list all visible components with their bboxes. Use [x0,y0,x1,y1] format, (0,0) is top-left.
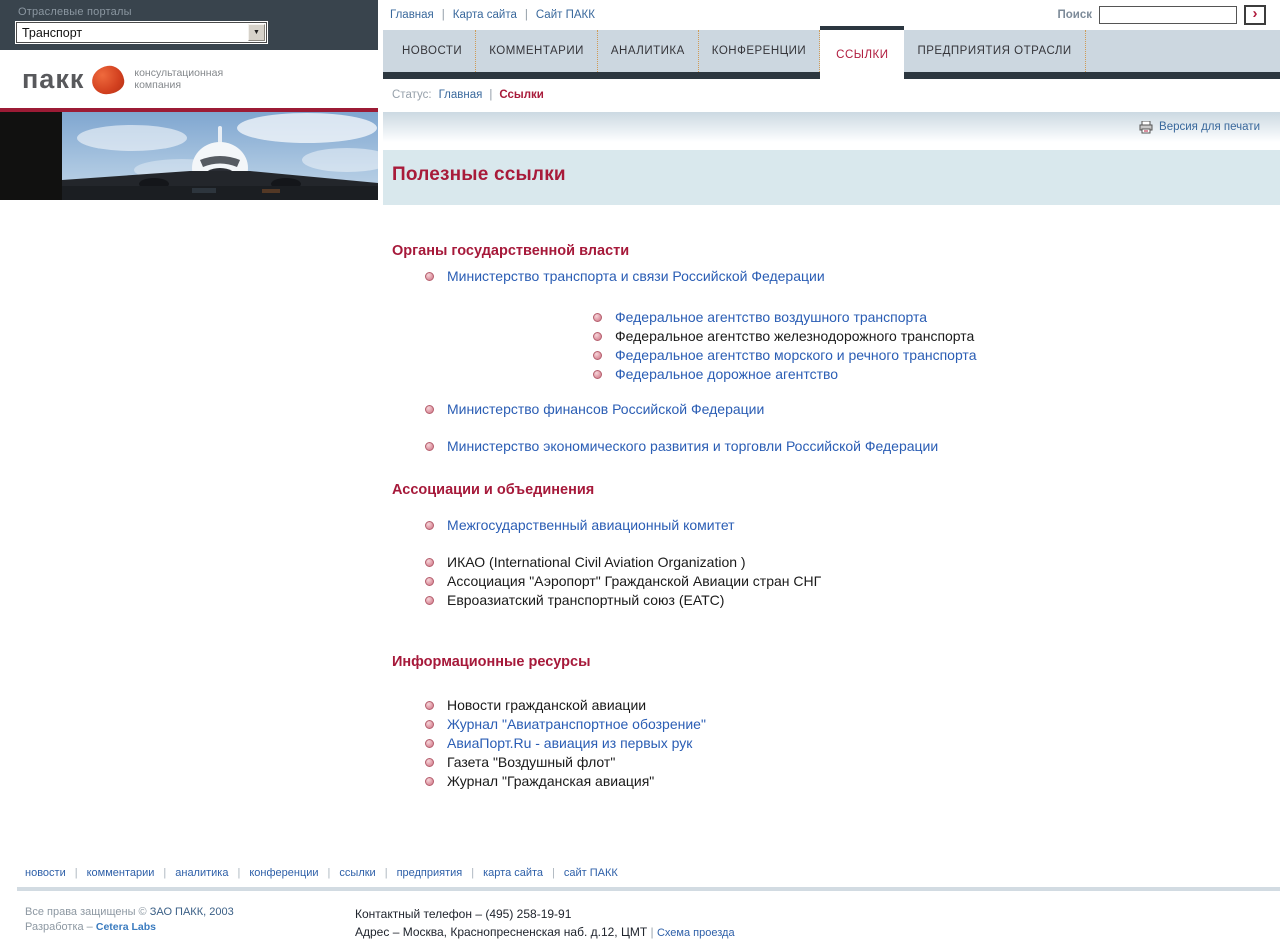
footer-copyright [25,905,355,942]
bullet-icon [593,313,602,322]
list-item [425,267,1280,286]
footer-link-separator: | [384,867,388,879]
dropdown-arrow-icon[interactable]: ▼ [248,24,265,41]
link-group [392,267,1280,286]
footer-link-separator: | [471,867,475,879]
bullet-icon [593,351,602,360]
bullet-icon [425,720,434,729]
logo-tagline: консультационная компания [134,67,224,91]
resource-text: ИКАО (International Civil Aviation Organization ) [447,554,746,570]
resource-link[interactable]: АвиаПорт.Ru - авиация из первых рук [447,735,693,751]
resource-text: Федеральное агентство железнодорожного транспорта [615,328,975,344]
bullet-icon [425,739,434,748]
section-1 [392,482,1280,610]
resource-text: Евроазиатский транспортный союз (ЕАТС) [447,592,725,608]
section-heading: Органы государственной власти [392,243,630,259]
list-item [593,346,1280,365]
bullet-icon [593,370,602,379]
footer-link-separator: | [163,867,167,879]
list-item [425,400,1280,419]
search-box [1057,5,1266,25]
link-group [392,516,1280,535]
list-item [425,715,1280,734]
resource-text: Новости гражданской авиации [447,697,647,713]
footer-link-analytics[interactable]: аналитика [175,867,229,879]
bullet-icon [593,332,602,341]
bullet-icon [425,405,434,414]
resource-text: Ассоциация "Аэропорт" Гражданской Авиации стран СНГ [447,573,822,589]
footer-link-conferences[interactable]: конференции [249,867,319,879]
footer-contacts [355,905,735,942]
title-band [383,150,1280,205]
resource-link[interactable]: Министерство финансов Российской Федерации [447,401,765,417]
tab-analytics[interactable]: АНАЛИТИКА [598,30,699,72]
bullet-icon [425,758,434,767]
list-item [593,308,1280,327]
top-link-separator: | [524,9,528,21]
link-group [392,553,1280,610]
list-item [593,327,1280,346]
rights-prefix: Все права защищены © [25,906,147,918]
top-link-home[interactable]: Главная [390,9,434,21]
industry-portal-box [0,0,378,50]
top-link-sitemap[interactable]: Карта сайта [452,9,517,21]
section-0 [392,243,1280,456]
search-go-icon[interactable]: › [1244,5,1266,25]
airplane-photo [62,112,378,200]
bullet-icon [425,701,434,710]
footer-link-sitemap[interactable]: карта сайта [483,867,544,879]
footer-link-news[interactable]: новости [25,867,66,879]
bullet-icon [425,272,434,281]
list-item [425,772,1280,791]
left-column [0,0,378,200]
address-separator: | [650,925,654,939]
link-group [392,400,1280,419]
bullet-icon [425,596,434,605]
logo-drop-icon [91,64,127,96]
top-link-pacc-site[interactable]: Сайт ПАКК [535,9,595,21]
logo[interactable] [0,50,378,108]
breadcrumb-separator: | [489,89,493,101]
portal-select-value: Транспорт [22,25,83,40]
developer-prefix: Разработка – [25,921,93,933]
banner-black-block [0,112,62,200]
tab-comments[interactable]: КОММЕНТАРИИ [476,30,598,72]
bullet-icon [425,442,434,451]
page-title: Полезные ссылки [392,164,566,185]
list-item [425,696,1280,715]
resource-text: Газета "Воздушный флот" [447,754,616,770]
search-input[interactable] [1099,6,1237,24]
section-heading: Ассоциации и объединения [392,482,595,498]
list-item [425,753,1280,772]
list-item [425,437,1280,456]
tab-news[interactable]: НОВОСТИ [389,30,476,72]
resource-link[interactable]: Федеральное дорожное агентство [615,366,839,382]
bullet-icon [425,558,434,567]
footer-link-separator: | [327,867,331,879]
footer-link-links[interactable]: ссылки [339,867,376,879]
resource-link[interactable]: Министерство транспорта и связи Российской Федерации [447,268,825,284]
print-version-label: Версия для печати [1159,121,1260,133]
printer-icon [1139,121,1153,134]
resource-link[interactable]: Журнал "Авиатранспортное обозрение" [447,716,706,732]
tab-conferences[interactable]: КОНФЕРЕНЦИИ [699,30,820,72]
logo-text: пакк [22,63,85,94]
tab-links[interactable]: ССЫЛКИ [820,26,904,79]
contact-address: Адрес – Москва, Краснопресненская наб. д.12, ЦМТ [355,925,648,939]
developer-link[interactable]: Cetera Labs [95,921,156,933]
route-map-link[interactable]: Схема проезда [656,927,735,939]
list-item [593,365,1280,384]
top-link-separator: | [441,9,445,21]
footer-bottom [0,891,1280,942]
section-2 [392,654,1280,791]
airplane-illustration [62,112,378,200]
bullet-icon [425,577,434,586]
list-item [425,734,1280,753]
portal-label: Отраслевые порталы [18,6,132,18]
footer-link-comments[interactable]: комментарии [86,867,155,879]
footer-nav [0,853,1280,887]
list-item [425,516,1280,535]
footer-link-enterprises[interactable]: предприятия [396,867,463,879]
breadcrumb-home-link[interactable]: Главная [438,89,483,101]
link-group [392,696,1280,791]
print-version-link[interactable] [1139,121,1260,134]
resource-link[interactable]: Федеральное агентство морского и речного транспорта [615,347,977,363]
links-content [383,205,1280,853]
industry-portal-select[interactable] [16,22,267,43]
footer-link-separator: | [552,867,555,879]
spacer [383,142,1280,150]
resource-link[interactable]: Министерство экономического развития и торговли Российской Федерации [447,438,939,454]
breadcrumb-current: Ссылки [499,89,544,101]
bullet-icon [425,777,434,786]
bullet-icon [425,521,434,530]
list-item [425,572,1280,591]
airplane-banner [0,112,378,200]
link-group [392,308,1280,384]
list-item [425,591,1280,610]
breadcrumb [383,79,1280,112]
tabs [383,30,1280,72]
print-band [383,112,1280,142]
section-heading: Информационные ресурсы [392,654,591,670]
breadcrumb-prefix: Статус: [392,89,432,101]
footer [0,853,1280,942]
top-links [390,9,595,21]
resource-text: Журнал "Гражданская авиация" [447,773,655,789]
footer-link-separator: | [237,867,241,879]
search-label: Поиск [1057,9,1092,21]
resource-link[interactable]: Межгосударственный авиационный комитет [447,517,735,533]
footer-link-separator: | [74,867,78,879]
company-link[interactable]: ЗАО ПАКК, 2003 [149,906,234,918]
tab-industry-enterprises[interactable]: ПРЕДПРИЯТИЯ ОТРАСЛИ [904,30,1085,72]
resource-link[interactable]: Федеральное агентство воздушного транспорта [615,309,928,325]
link-group [392,437,1280,456]
contact-phone: Контактный телефон – (495) 258-19-91 [355,907,572,921]
right-column [383,0,1280,853]
footer-link-pacc-site[interactable]: сайт ПАКК [563,867,618,879]
list-item [425,553,1280,572]
